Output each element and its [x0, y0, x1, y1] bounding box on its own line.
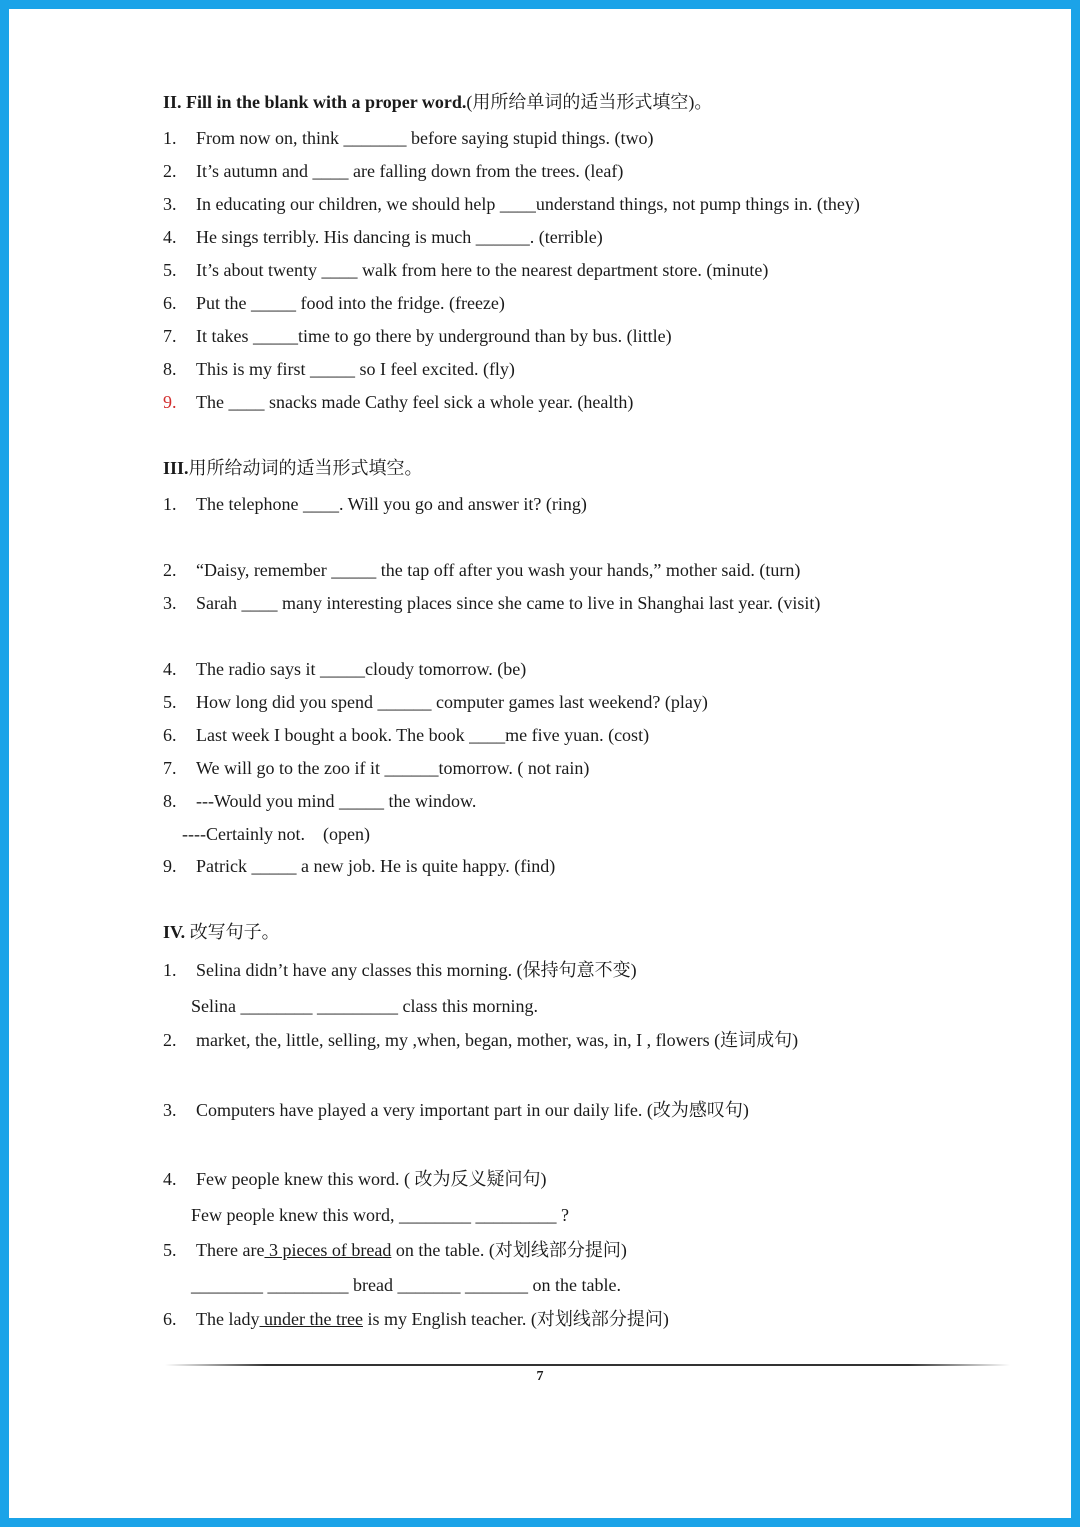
s2-item — [163, 127, 653, 149]
item-number: 6. — [163, 725, 177, 745]
s3-item — [163, 790, 476, 812]
item-number: 5. — [163, 260, 177, 280]
s3-item — [163, 757, 589, 779]
item-number: 5. — [163, 692, 177, 712]
item-text: This is my first _____ so I feel excited. (fly) — [196, 359, 515, 379]
item-text: Put the _____ food into the fridge. (freeze) — [196, 293, 505, 313]
item-number: 3. — [163, 1100, 177, 1120]
s3-item — [163, 658, 526, 680]
s3-item — [163, 559, 800, 581]
item-number: 5. — [163, 1240, 177, 1260]
item-number: 8. — [163, 359, 177, 379]
item-text: market, the, little, selling, my ,when, began, mother, was, in, I , flowers (连词成句) — [196, 1030, 799, 1050]
answer-text: Selina ________ _________ class this morning. — [191, 996, 538, 1016]
s3-item — [163, 724, 649, 746]
item-text: The telephone ____. Will you go and answer it? (ring) — [196, 494, 587, 514]
underlined-phrase: under the tree — [259, 1309, 363, 1329]
item-number: 3. — [163, 194, 177, 214]
s2-item — [163, 226, 603, 248]
s2-item — [163, 160, 623, 182]
item-text: In educating our children, we should help ____understand things, not pump things in. (they) — [196, 194, 860, 214]
item-number: 1. — [163, 128, 177, 148]
item-number: 7. — [163, 326, 177, 346]
item-text: It’s autumn and ____ are falling down from the trees. (leaf) — [196, 161, 624, 181]
s4-item — [163, 1099, 749, 1121]
answer-text: ________ _________ bread _______ _______ on the table. — [191, 1275, 621, 1295]
item-text: He sings terribly. His dancing is much ______. (terrible) — [196, 227, 603, 247]
section-4-title: IV. — [163, 922, 186, 942]
item-text: on the table. (对划线部分提问) — [391, 1240, 627, 1260]
page-number: 7 — [536, 1369, 544, 1384]
s4-item — [163, 1308, 669, 1330]
s4-item — [163, 1239, 627, 1261]
s2-item — [163, 325, 672, 347]
item-text: It’s about twenty ____ walk from here to the nearest department store. (minute) — [196, 260, 769, 280]
item-text: The ____ snacks made Cathy feel sick a whole year. (health) — [196, 392, 634, 412]
footer-divider — [165, 1364, 1010, 1366]
item-text: Patrick _____ a new job. He is quite happy. (find) — [196, 856, 556, 876]
item-text: is my English teacher. (对划线部分提问) — [362, 1309, 669, 1329]
item-number: 4. — [163, 1169, 177, 1189]
item-number: 4. — [163, 227, 177, 247]
s4-answer-line — [191, 1274, 621, 1296]
s2-item — [163, 193, 860, 215]
section-3-heading — [163, 457, 423, 479]
item-number: 2. — [163, 560, 177, 580]
item-text: The radio says it _____cloudy tomorrow. (be) — [196, 659, 527, 679]
item-number: 6. — [163, 293, 177, 313]
item-text: ----Certainly not. (open) — [182, 824, 370, 844]
item-number: 2. — [163, 161, 177, 181]
s3-item — [163, 493, 587, 515]
item-text: Sarah ____ many interesting places since she came to live in Shanghai last year. (visit) — [196, 593, 821, 613]
item-text: ---Would you mind _____ the window. — [196, 791, 477, 811]
s4-item — [163, 959, 637, 981]
item-text: There are — [196, 1240, 265, 1260]
item-number: 3. — [163, 593, 177, 613]
item-number: 4. — [163, 659, 177, 679]
s3-item — [163, 592, 820, 614]
item-number: 2. — [163, 1030, 177, 1050]
item-number: 1. — [163, 494, 177, 514]
s3-item-reply — [182, 823, 370, 845]
answer-text: Few people knew this word, ________ _________ ? — [191, 1205, 569, 1225]
section-3-title-cn: 用所给动词的适当形式填空。 — [188, 458, 423, 478]
s4-item — [163, 1168, 546, 1190]
item-text: Few people knew this word. ( 改为反义疑问句) — [196, 1169, 547, 1189]
section-4-title-cn: 改写句子。 — [185, 922, 280, 942]
section-2-title-cn: (用所给单词的适当形式填空)。 — [466, 92, 713, 112]
item-number: 7. — [163, 758, 177, 778]
section-2-heading — [163, 91, 712, 113]
section-2-title: II. Fill in the blank with a proper word. — [163, 92, 467, 112]
item-text: Last week I bought a book. The book ____me five yuan. (cost) — [196, 725, 650, 745]
item-number: 6. — [163, 1309, 177, 1329]
item-text: We will go to the zoo if it ______tomorrow. ( not rain) — [196, 758, 590, 778]
s3-item — [163, 855, 555, 877]
item-number-highlighted: 9. — [163, 392, 177, 412]
underlined-phrase: 3 pieces of bread — [264, 1240, 392, 1260]
item-text: From now on, think _______ before saying stupid things. (two) — [196, 128, 654, 148]
item-number: 9. — [163, 856, 177, 876]
s4-answer-line — [191, 995, 538, 1017]
item-number: 8. — [163, 791, 177, 811]
item-text: Computers have played a very important part in our daily life. (改为感叹句) — [196, 1100, 749, 1120]
section-3-title: III. — [163, 458, 189, 478]
s3-item — [163, 691, 708, 713]
s2-item — [163, 292, 505, 314]
section-4-heading — [163, 921, 280, 943]
s4-item — [163, 1029, 798, 1051]
item-text: “Daisy, remember _____ the tap off after you wash your hands,” mother said. (turn) — [196, 560, 801, 580]
s2-item — [163, 358, 515, 380]
s2-item — [163, 259, 768, 281]
s2-item — [163, 391, 633, 413]
item-text: How long did you spend ______ computer games last weekend? (play) — [196, 692, 708, 712]
item-text: The lady — [196, 1309, 260, 1329]
s4-answer-line — [191, 1204, 569, 1226]
item-text: It takes _____time to go there by underground than by bus. (little) — [196, 326, 672, 346]
item-text: Selina didn’t have any classes this morning. (保持句意不变) — [196, 960, 637, 980]
item-number: 1. — [163, 960, 177, 980]
